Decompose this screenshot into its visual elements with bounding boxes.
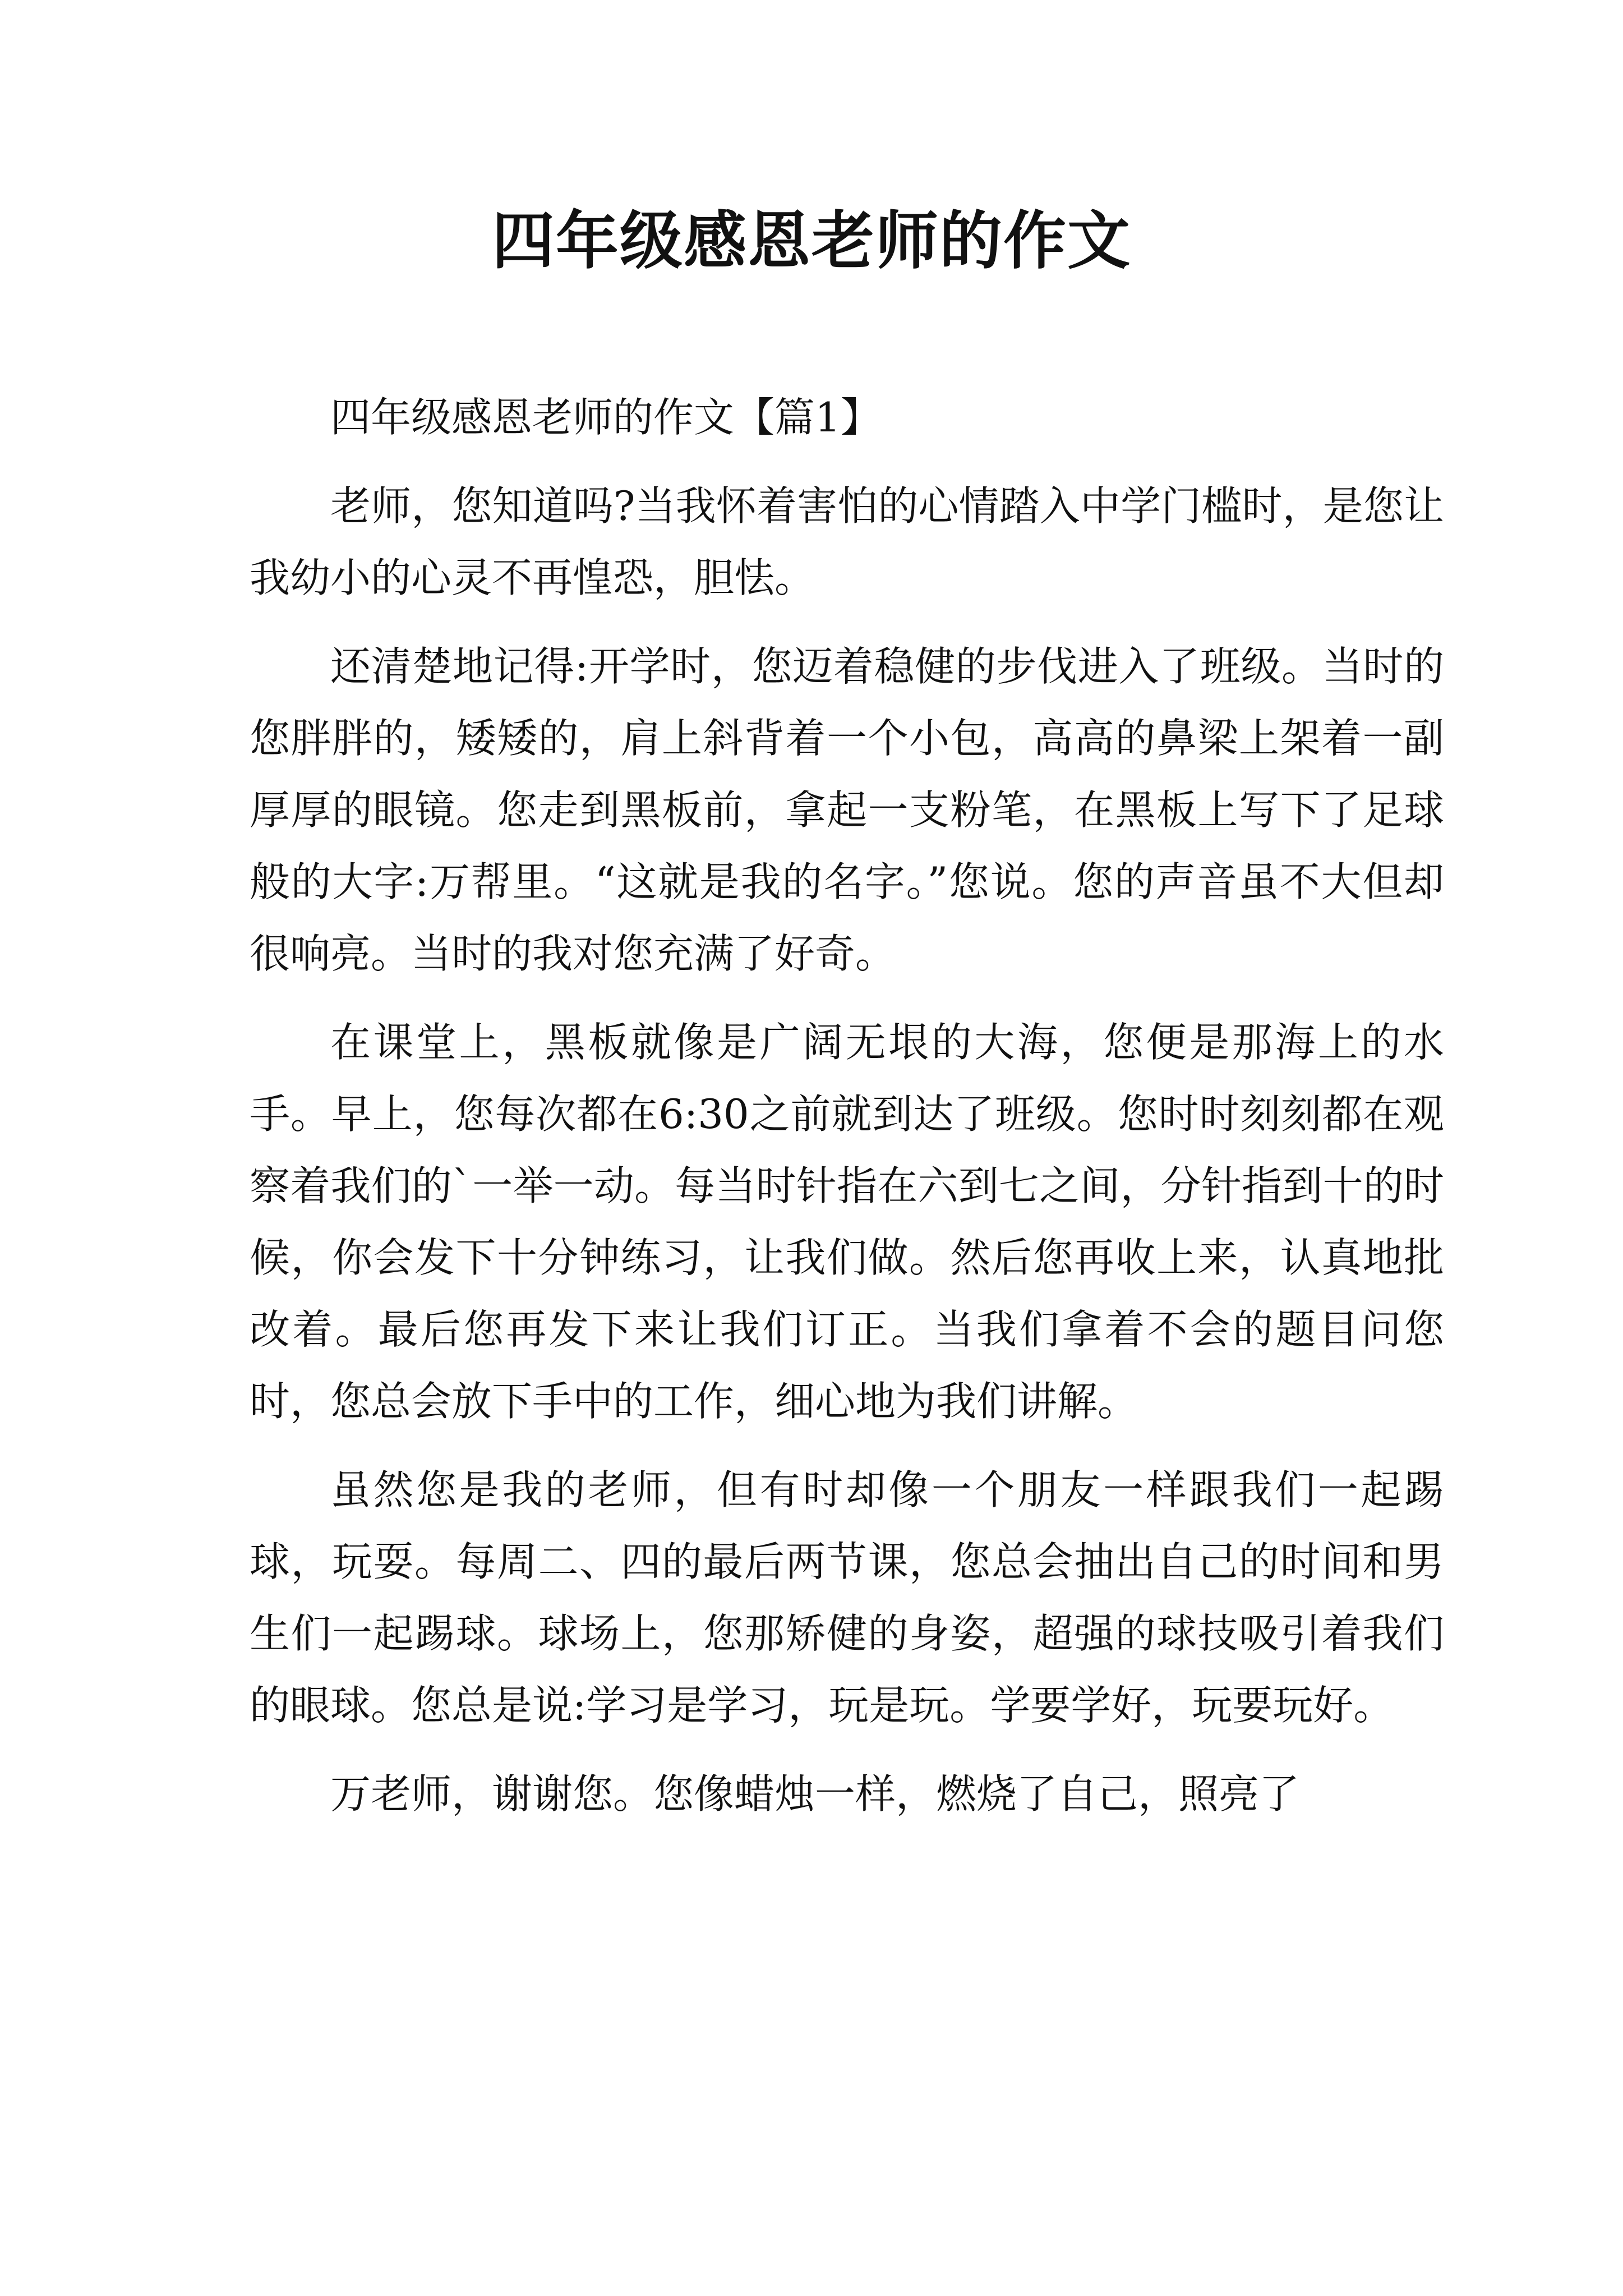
paragraph: 老师，您知道吗?当我怀着害怕的心情踏入中学门槛时，是您让我幼小的心灵不再惶恐，胆怯。 xyxy=(250,482,1444,601)
document-body xyxy=(250,381,1444,1847)
document-title: 四年级感恩老师的作文 xyxy=(492,204,1131,278)
paragraph: 在课堂上，黑板就像是广阔无垠的大海，您便是那海上的水手。早上，您每次都在6:30之前就到达了班级。您时时刻刻都在观察着我们的`一举一动。每当时针指在六到七之间，分针指到十的时候，你会发下十分钟练习，让我们做。然后您再收上来，认真地批改着。最后您再发下来让我们订正。当我们拿着不会的题目问您时，您总会放下手中的工作，细心地为我们讲解。 xyxy=(250,1019,1444,1425)
paragraph: 还清楚地记得:开学时，您迈着稳健的步伐进入了班级。当时的您胖胖的，矮矮的，肩上斜背着一个小包，高高的鼻梁上架着一副厚厚的眼镜。您走到黑板前，拿起一支粉笔，在黑板上写下了足球般的大字:万帮里。“这就是我的名字。”您说。您的声音虽不大但却很响亮。当时的我对您充满了好奇。 xyxy=(250,643,1444,977)
paragraph: 虽然您是我的老师，但有时却像一个朋友一样跟我们一起踢球，玩耍。每周二、四的最后两节课，您总会抽出自己的时间和男生们一起踢球。球场上，您那矫健的身姿，超强的球技吸引着我们的眼球。您总是说:学习是学习，玩是玩。学要学好，玩要玩好。 xyxy=(250,1466,1444,1729)
paragraph: 万老师，谢谢您。您像蜡烛一样，燃烧了自己，照亮了 xyxy=(330,1770,1300,1818)
paragraph-heading: 四年级感恩老师的作文【篇1】 xyxy=(330,394,881,441)
